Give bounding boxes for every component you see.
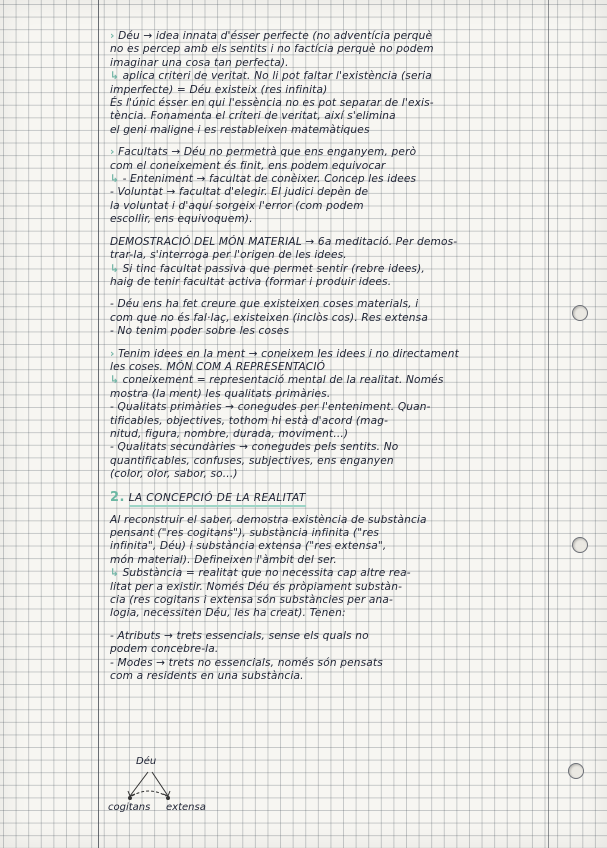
note-line (110, 540, 542, 553)
note-line (110, 567, 542, 580)
note-line (110, 200, 542, 213)
line-gap (110, 482, 542, 491)
note-line (110, 84, 542, 97)
note-line (110, 388, 542, 401)
line-text: - Qualitats secundàries → conegudes pels sentits. No (110, 441, 399, 454)
note-line (110, 312, 542, 325)
line-text: imperfecte) = Déu existeix (res infinita) (110, 83, 328, 96)
line-text: logia, necessiten Déu, les ha creat). Tenen: (110, 607, 346, 620)
bullet-arrow-icon: ↳ (110, 173, 120, 186)
note-line (110, 186, 542, 199)
note-line (110, 298, 542, 311)
section-number: 2. (110, 489, 125, 505)
note-line (110, 276, 542, 289)
line-text: com a residents en una substància. (110, 670, 304, 683)
note-line (110, 468, 542, 481)
line-text: Tenim idees en la ment → coneixem les idees i no directament (118, 347, 459, 360)
diagram-right-label: extensa (166, 802, 206, 813)
line-text: tència. Fonamenta el criteri de veritat, així s'elimina (110, 110, 396, 123)
bullet-arrow-icon: ↳ (110, 374, 120, 387)
line-text: com que no és fal·laç, existeixen (inclòs cos). Res extensa (110, 311, 428, 324)
bullet-arrow-icon: ↳ (110, 567, 120, 580)
line-text: aplica criteri de veritat. No li pot faltar l'existència (seria (122, 70, 432, 83)
note-line (110, 514, 542, 527)
line-text: Si tinc facultat passiva que permet sentir (rebre idees), (122, 262, 425, 275)
bullet-arrow-icon: › (110, 30, 115, 42)
line-text: Déu → idea innata d'ésser perfecte (no adventícia perquè (118, 30, 433, 42)
left-margin-line (98, 0, 99, 848)
note-line (110, 415, 542, 428)
bullet-arrow-icon: ↳ (110, 262, 120, 275)
line-text: no es percep amb els sentits i no factícia perquè no podem (110, 43, 434, 56)
line-text: pensant ("res cogitans"), substància infinita ("res (110, 527, 380, 539)
note-line (110, 428, 542, 441)
line-text: les coses. MÓN COM A REPRESENTACIÓ (110, 360, 326, 373)
line-gap (110, 339, 542, 348)
line-text: - Atributs → trets essencials, sense els quals no (110, 629, 369, 642)
note-line (110, 43, 542, 56)
line-text: DEMOSTRACIÓ DEL MÓN MATERIAL → 6a meditació. Per demos- (110, 235, 458, 248)
line-text: Facultats → Déu no permetrà que ens enganyem, però (118, 146, 417, 159)
bullet-arrow-icon: ↳ (110, 70, 120, 83)
line-text: la voluntat i d'aquí sorgeix l'error (com podem (110, 199, 364, 212)
line-text: món material). Defineixen l'àmbit del ser. (110, 553, 337, 566)
substance-diagram (108, 756, 238, 818)
note-line (110, 160, 542, 173)
note-line (110, 325, 542, 338)
line-text: - Déu ens ha fet creure que existeixen coses materials, i (110, 298, 419, 311)
note-line (110, 146, 542, 159)
note-line (110, 527, 542, 540)
line-text: - No tenim poder sobre les coses (110, 325, 290, 338)
note-line (110, 670, 542, 683)
line-text: quantificables, confuses, subjectives, ens enganyen (110, 454, 394, 467)
note-line (110, 173, 542, 186)
section-heading (110, 491, 542, 505)
right-margin-line (548, 0, 549, 848)
binder-hole (572, 537, 588, 553)
note-line (110, 401, 542, 414)
note-line (110, 361, 542, 374)
line-text: coneixement = representació mental de la realitat. Només (122, 374, 444, 387)
line-text: tificables, objectives, tothom hi està d'acord (mag- (110, 414, 389, 427)
note-line (110, 236, 542, 249)
diagram-top-label: Déu (136, 756, 157, 767)
note-line (110, 643, 542, 656)
line-gap (110, 289, 542, 298)
line-text: infinita", Déu) i substància extensa ("res extensa", (110, 540, 387, 553)
note-line (110, 97, 542, 110)
line-text: imaginar una cosa tan perfecta). (110, 56, 289, 69)
line-text: Substància = realitat que no necessita cap altre rea- (122, 567, 411, 580)
line-text: mostra (la ment) les qualitats primàries. (110, 387, 331, 400)
line-text: el geni maligne i es restableixen matemàtiques (110, 123, 370, 136)
note-line (110, 70, 542, 83)
line-text: podem concebre-la. (110, 643, 219, 656)
note-line (110, 594, 542, 607)
note-line (110, 110, 542, 123)
note-line (110, 657, 542, 670)
handwritten-notes (110, 30, 542, 683)
note-line (110, 30, 542, 43)
note-line (110, 630, 542, 643)
line-gap (110, 621, 542, 630)
note-line (110, 607, 542, 620)
line-gap (110, 227, 542, 236)
note-line (110, 57, 542, 70)
line-text: haig de tenir facultat activa (formar i produir idees. (110, 275, 392, 288)
binder-hole (572, 305, 588, 321)
line-text: escollir, ens equivoquem). (110, 213, 253, 226)
note-line (110, 348, 542, 361)
line-text: cia (res cogitans i extensa són substàncies per ana- (110, 594, 393, 607)
line-text: - Voluntat → facultat d'elegir. El judici depèn de (110, 186, 369, 199)
note-line (110, 441, 542, 454)
line-text: - Modes → trets no essencials, només són pensats (110, 656, 383, 669)
bullet-arrow-icon: › (110, 146, 115, 159)
diagram-left-label: cogitans (108, 802, 151, 813)
line-text: litat per a existir. Només Déu és pròpiament substàn- (110, 580, 403, 593)
line-gap (110, 137, 542, 146)
binder-hole (568, 763, 584, 779)
line-text: LA CONCEPCIÓ DE LA REALITAT (129, 492, 306, 507)
note-line (110, 263, 542, 276)
line-text: com el coneixement és finit, ens podem equivocar (110, 159, 386, 172)
line-text: nitud, figura, nombre, durada, moviment...) (110, 427, 349, 440)
note-line (110, 213, 542, 226)
line-text: trar-la, s'interroga per l'origen de les idees. (110, 249, 347, 262)
bullet-arrow-icon: › (110, 347, 115, 360)
note-line (110, 455, 542, 468)
note-line (110, 124, 542, 137)
note-line (110, 554, 542, 567)
line-text: (color, olor, sabor, so...) (110, 468, 238, 481)
line-text: - Enteniment → facultat de conèixer. Concep les idees (122, 173, 417, 186)
note-line (110, 581, 542, 594)
line-text: És l'únic ésser en qui l'essència no es pot separar de l'exis- (110, 97, 434, 110)
note-line (110, 249, 542, 262)
line-text: Al reconstruir el saber, demostra existència de substància (110, 513, 427, 526)
note-line (110, 374, 542, 387)
line-text: - Qualitats primàries → conegudes per l'enteniment. Quan- (110, 401, 431, 414)
